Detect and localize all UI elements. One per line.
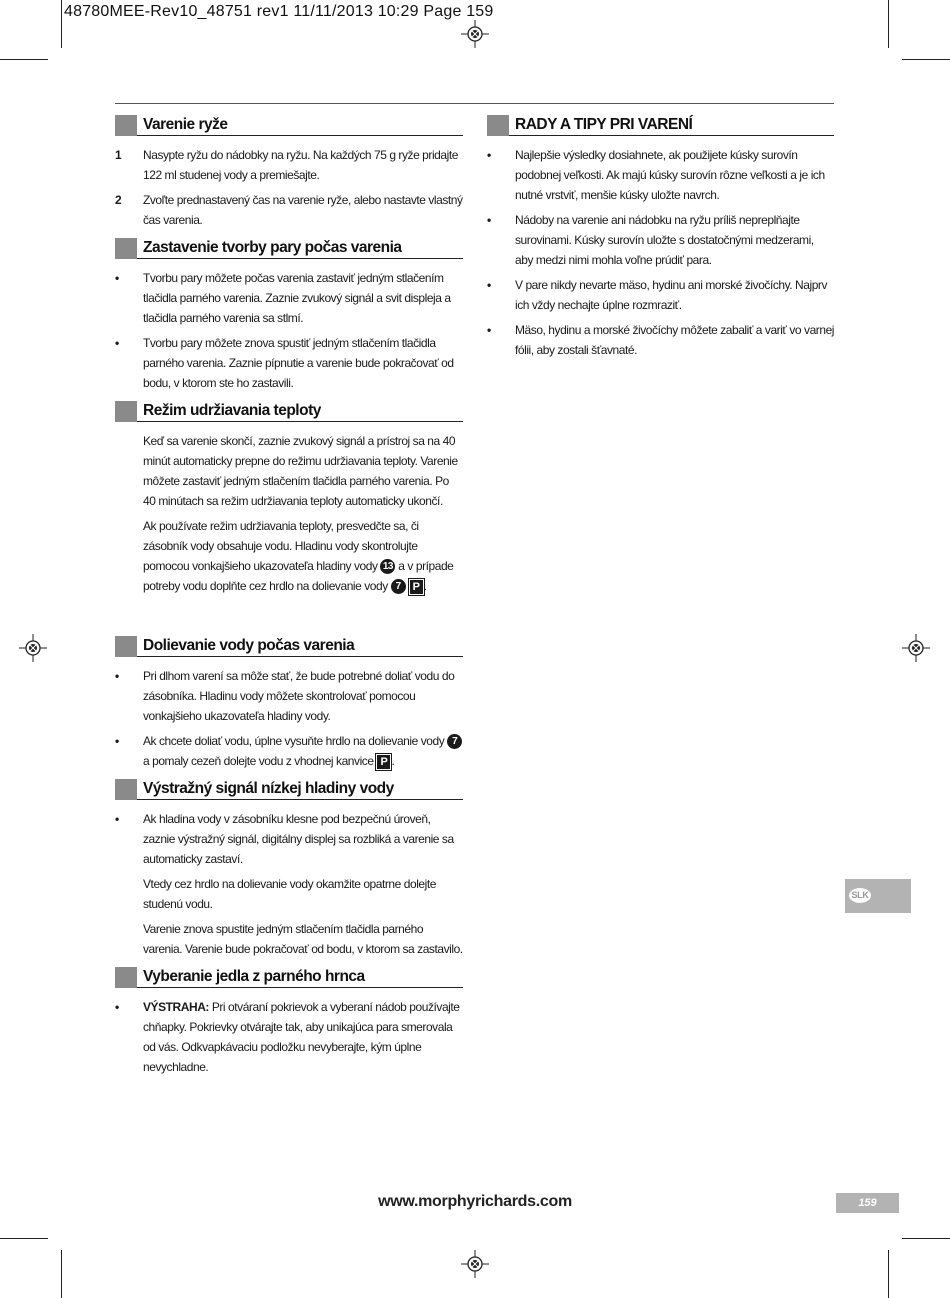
registration-mark-icon <box>19 634 47 662</box>
item-text: Mäso, hydinu a morské živočíchy môžete zabaliť a variť vo varnej fólii, aby zostali šťavnaté. <box>515 323 835 357</box>
language-badge: SLK <box>849 888 871 903</box>
text-run: Pri otváraní pokrievok a vyberaní nádob používajte chňapky. Pokrievky otvárajte tak, aby unikajúca para smerovala od vás. Odkvapkávaciu podložku nevyberajte, kým úplne nevychladne. <box>143 1000 460 1074</box>
heading-text: Dolievanie vody počas varenia <box>143 637 355 654</box>
heading-text: Výstražný signál nízkej hladiny vody <box>143 780 394 797</box>
item-text: Tvorbu pary môžete znova spustiť jedným stlačením tlačidla parného varenia. Zaznie pípnutie a varenie bude pokračovať od bodu, v ktorom ste ho zastavili. <box>143 336 454 390</box>
list-item <box>115 809 463 869</box>
left-column <box>115 115 463 1085</box>
paragraph: Varenie znova spustite jedným stlačením tlačidla parného varenia. Varenie bude pokračovať od bodu, v ktorom sa zastavilo. <box>143 922 463 956</box>
section-rice-cooking <box>115 115 463 230</box>
crop-mark <box>61 1250 62 1298</box>
bullet: • <box>487 148 492 162</box>
registration-mark-icon <box>461 1250 489 1278</box>
part-7-ref-icon: 7 <box>447 734 462 749</box>
list-item <box>115 731 463 771</box>
item-text: Tvorbu pary môžete počas varenia zastaviť jedným stlačením tlačidla parného varenia. Zaznie zvukový signál a svit displeja a tlačidla parného varenia sa stlmí. <box>143 271 451 325</box>
text-run: a pomaly cezeň dolejte vodu z vhodnej kanvice <box>143 754 377 768</box>
bullet: • <box>115 812 120 826</box>
bullet: • <box>115 669 120 683</box>
right-column <box>487 115 834 368</box>
part-7-ref-icon: 7 <box>391 579 406 594</box>
item-text: Ak hladina vody v zásobníku klesne pod bezpečnú úroveň, zaznie výstražný signál, digitálny displej sa rozbliká a varenie sa automaticky zastaví. <box>143 812 454 866</box>
crop-mark <box>888 0 889 48</box>
crop-mark <box>902 1238 950 1239</box>
section-heading <box>115 401 463 422</box>
registration-mark-icon <box>461 20 489 48</box>
item-text: Nasypte ryžu do nádobky na ryžu. Na každých 75 g ryže pridajte 122 ml studenej vody a premiešajte. <box>143 148 458 182</box>
heading-text: RADY A TIPY PRI VARENÍ <box>515 116 693 133</box>
list-item <box>487 145 834 205</box>
bullet: • <box>115 336 120 350</box>
item-text: V pare nikdy nevarte mäso, hydinu ani morské živočíchy. Najprv ich vždy nechajte úplne rozmraziť. <box>515 278 828 312</box>
heading-text: Vyberanie jedla z parného hrnca <box>143 968 365 985</box>
list-item <box>115 268 463 328</box>
section-heading <box>115 115 463 136</box>
paragraph <box>115 516 463 596</box>
heading-text: Zastavenie tvorby pary počas varenia <box>143 239 402 256</box>
top-rule <box>115 103 834 104</box>
list-item <box>115 997 463 1077</box>
part-p-ref-icon: P <box>376 754 391 770</box>
crop-mark <box>888 1250 889 1298</box>
section-cooking-tips <box>487 115 834 360</box>
section-heading <box>487 115 834 136</box>
section-heading <box>115 967 463 988</box>
bullet: • <box>115 734 120 748</box>
list-item <box>115 666 463 726</box>
list-item <box>115 145 463 185</box>
website-url: www.morphyrichards.com <box>378 1193 572 1210</box>
list-item <box>487 320 834 360</box>
text-run: Ak používate režim udržiavania teploty, presvedčte sa, či zásobník vody obsahuje vodu. Hladinu vody skontrolujte pomocou vonkajšieho ukazovateľa hladiny vody <box>143 519 419 573</box>
section-stop-steam <box>115 238 463 393</box>
item-number: 2 <box>115 193 122 207</box>
bullet: • <box>487 213 492 227</box>
heading-square <box>115 401 137 422</box>
crop-mark <box>0 59 48 60</box>
heading-square <box>487 115 509 136</box>
item-text: Nádoby na varenie ani nádobku na ryžu príliš nepreplňajte surovinami. Kúsky surovín uložte s dostatočnými medzerami, aby medzi nimi mohla voľne prúdiť para. <box>515 213 814 267</box>
bullet: • <box>487 278 492 292</box>
section-heading <box>115 636 463 657</box>
heading-square <box>115 636 137 657</box>
page-number: 159 <box>836 1193 899 1213</box>
section-refill-water <box>115 636 463 771</box>
text-run: . <box>423 579 427 593</box>
item-text: Pri dlhom varení sa môže stať, že bude potrebné doliať vodu do zásobníka. Hladinu vody môžete skontrolovať pomocou vonkajšieho ukazovateľa hladiny vody. <box>143 669 455 723</box>
item-text <box>143 731 463 771</box>
text-run: . <box>391 754 395 768</box>
crop-mark <box>0 1238 48 1239</box>
item-text: Najlepšie výsledky dosiahnete, ak použijete kúsky surovín podobnej veľkosti. Ak majú kúsky surovín rôzne veľkosti a je ich nutné vrstviť, menšie kúsky uložte navrch. <box>515 148 825 202</box>
section-heading <box>115 779 463 800</box>
list-item <box>487 210 834 270</box>
warning-label: VÝSTRAHA: <box>143 1000 209 1014</box>
item-text: Zvoľte prednastavený čas na varenie ryže, alebo nastavte vlastný čas varenia. <box>143 193 463 227</box>
bullet: • <box>115 271 120 285</box>
crop-mark <box>61 0 62 48</box>
list-item <box>115 333 463 393</box>
paragraph: Keď sa varenie skončí, zaznie zvukový signál a prístroj sa na 40 minút automaticky prepne do režimu udržiavania teploty. Varenie môžete zastaviť jedným stlačením tlačidla parného varenia. Po 40 minútach sa režim udržiavania teploty automaticky ukončí. <box>143 434 458 508</box>
paragraph: Vtedy cez hrdlo na dolievanie vody okamžite opatrne dolejte studenú vodu. <box>143 877 436 911</box>
bullet: • <box>115 1000 120 1014</box>
part-13-ref-icon: 13 <box>380 559 395 574</box>
language-tab <box>845 879 911 913</box>
text-run: Ak chcete doliať vodu, úplne vysuňte hrdlo na dolievanie vody <box>143 734 448 748</box>
spacer <box>115 604 463 636</box>
heading-text: Varenie ryže <box>143 116 228 133</box>
section-keep-warm <box>115 401 463 596</box>
registration-mark-icon <box>902 634 930 662</box>
bullet: • <box>487 323 492 337</box>
print-slug: 48780MEE-Rev10_48751 rev1 11/11/2013 10:29 Page 159 <box>64 3 494 20</box>
item-number: 1 <box>115 148 122 162</box>
heading-square <box>115 238 137 259</box>
item-text <box>143 997 463 1077</box>
heading-text: Režim udržiavania teploty <box>143 402 321 419</box>
section-heading <box>115 238 463 259</box>
list-item <box>115 190 463 230</box>
section-remove-food <box>115 967 463 1077</box>
heading-square <box>115 967 137 988</box>
crop-mark <box>902 59 950 60</box>
text-run: a v prípade potreby vodu doplňte cez hrdlo na dolievanie vody <box>143 559 454 593</box>
heading-square <box>115 115 137 136</box>
list-item <box>487 275 834 315</box>
part-p-ref-icon: P <box>409 579 424 595</box>
heading-square <box>115 779 137 800</box>
section-low-water-alarm <box>115 779 463 959</box>
